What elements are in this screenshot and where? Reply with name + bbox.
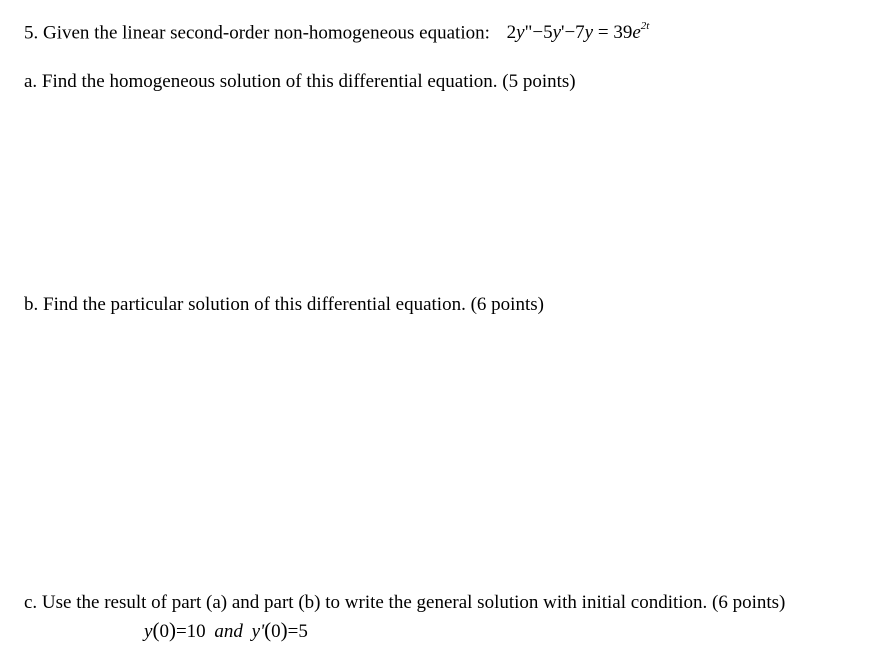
part-c: c. Use the result of part (a) and part (b) to write the general solution with initial condition. (6 points) (24, 592, 786, 613)
problem-statement (24, 16, 649, 45)
part-a: a. Find the homogeneous solution of this differential equation. (5 points) (24, 71, 576, 92)
part-b: b. Find the particular solution of this differential equation. (6 points) (24, 294, 544, 315)
initial-condition: y(0)=10 and y'(0)=5 (144, 618, 308, 642)
differential-equation: 2y"−5y'−7y = $39e^{2t}$ (506, 20, 650, 44)
problem-intro: 5. Given the linear second-order non-homogeneous equation: (24, 22, 490, 44)
